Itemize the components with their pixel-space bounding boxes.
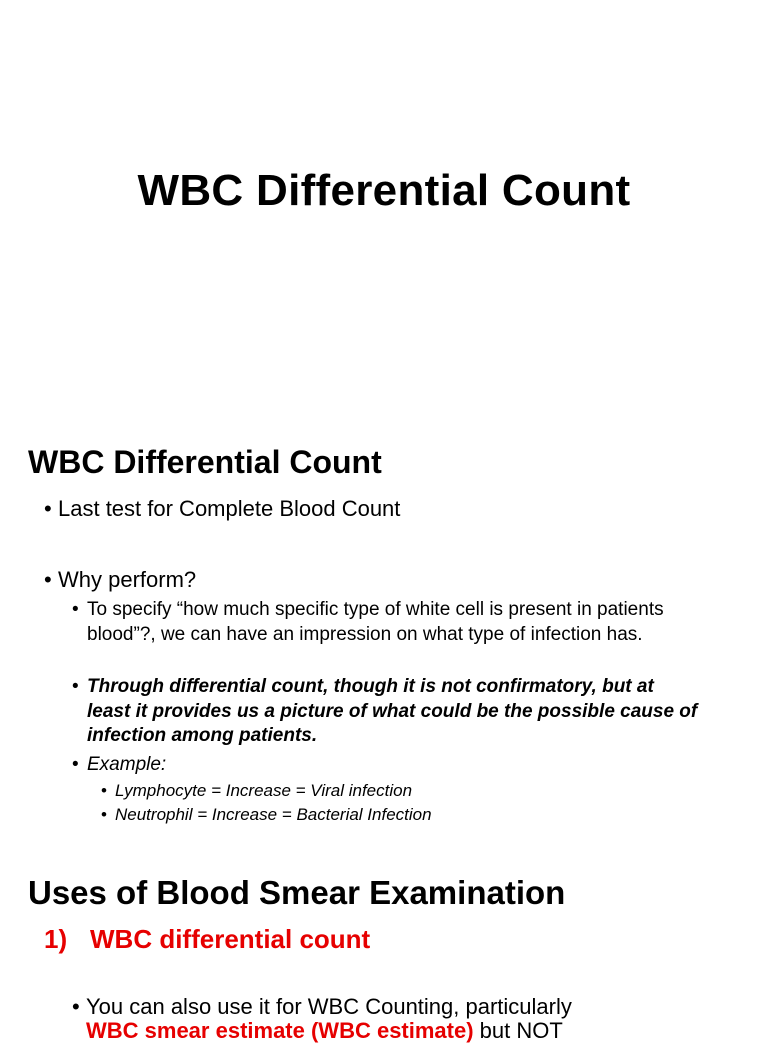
slide-title: WBC Differential Count	[137, 166, 631, 215]
sub-bullet-item	[72, 753, 712, 778]
bullet-marker: •	[44, 496, 52, 521]
bullet-text-end: but NOT	[473, 1018, 563, 1043]
bullet-text: Last test for Complete Blood Count	[58, 496, 401, 521]
sub-bullet-text: To specify “how much specific type of white cell is present in patients blood”?, we can have an impression on what type of infection has.	[87, 599, 664, 645]
bullet-marker: •	[72, 676, 79, 697]
bullet-text: Why perform?	[58, 567, 197, 592]
bullet-marker: •	[44, 567, 52, 592]
slide-heading: Uses of Blood Smear Examination	[28, 874, 566, 911]
bullet-text: You can also use it for WBC Counting, particularly	[86, 994, 572, 1019]
bullet-item	[44, 567, 196, 593]
example-text: Neutrophil = Increase = Bacterial Infection	[115, 805, 432, 824]
bullet-item	[72, 994, 572, 1020]
highlighted-term: WBC smear estimate (WBC estimate)	[86, 1018, 474, 1043]
bullet-marker: •	[101, 805, 107, 824]
content-slide-wbc-differential	[0, 420, 768, 860]
bullet-marker: •	[72, 754, 79, 775]
bullet-marker: •	[72, 599, 79, 620]
content-slide-blood-smear-uses	[0, 860, 768, 1043]
example-item	[101, 780, 412, 802]
item-number: 1)	[44, 924, 68, 954]
sub-bullet-item-emphasis	[72, 675, 712, 749]
numbered-item	[44, 924, 370, 955]
bullet-item	[44, 496, 400, 522]
example-item	[101, 804, 432, 826]
bullet-marker: •	[72, 994, 80, 1019]
sub-bullet-text: Example:	[87, 754, 167, 775]
slide-heading: WBC Differential Count	[28, 444, 382, 480]
bullet-continuation	[86, 1018, 563, 1044]
example-text: Lymphocyte = Increase = Viral infection	[115, 781, 413, 800]
bullet-marker: •	[101, 781, 107, 800]
sub-bullet-item	[72, 598, 712, 647]
sub-bullet-text: Through differential count, though it is not confirmatory, but at least it provides us a picture of what could be the possible cause of infection among patients.	[87, 676, 698, 746]
item-label: WBC differential count	[90, 924, 371, 954]
title-slide	[0, 0, 768, 420]
